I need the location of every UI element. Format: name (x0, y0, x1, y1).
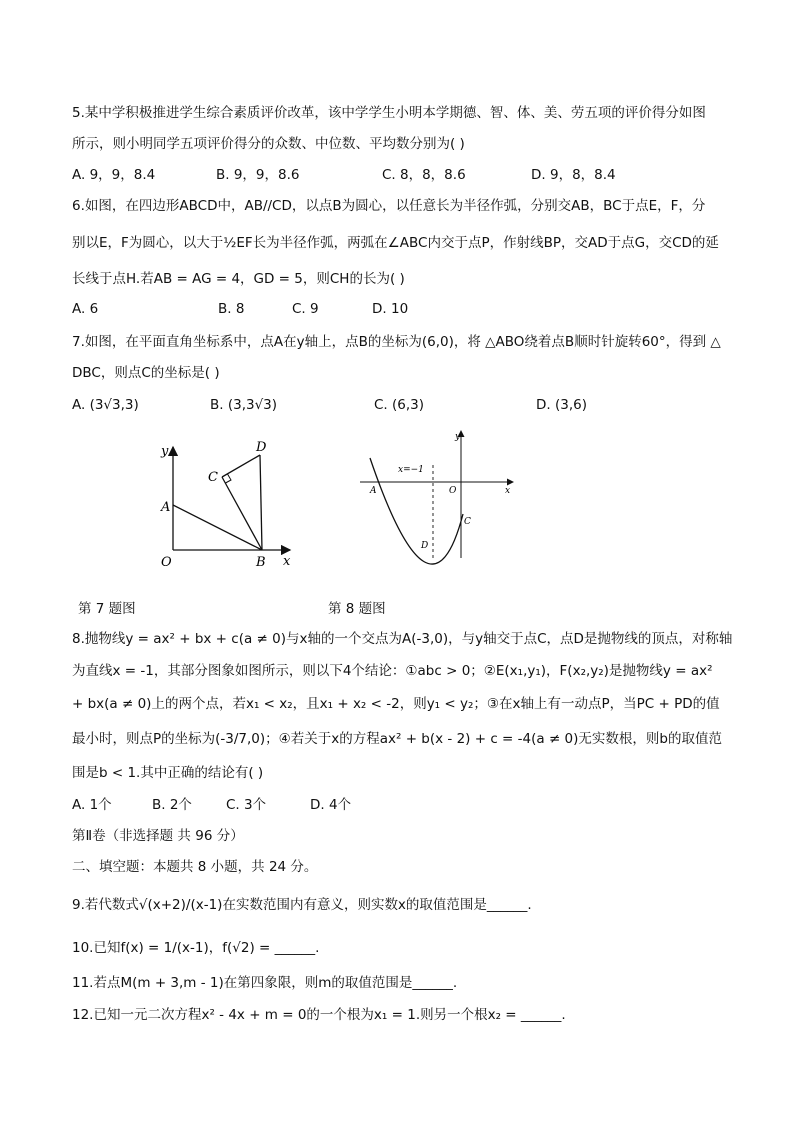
symmetry-axis-label: x=−1 (398, 465, 424, 475)
segment-ab (173, 505, 262, 550)
q7-option-d: D. (3,6) (536, 397, 587, 413)
q7-line2: DBC，则点C的坐标是( ) (72, 365, 220, 381)
q6-line1: 6.如图，在四边形ABCD中，AB//CD，以点B为圆心，以任意长为半径作弧，分别交AB，BC于点E，F，分 (72, 198, 706, 214)
q6-line3: 长线于点H.若AB = AG = 4，GD = 5，则CH的长为( ) (72, 271, 405, 287)
q8-line5: 围是b < 1.其中正确的结论有( ) (72, 765, 264, 781)
q12-text: 12.已知一元二次方程x² - 4x + m = 0的一个根为x₁ = 1.则另一个根x₂ = ______. (72, 1007, 566, 1023)
q6-option-b: B. 8 (218, 301, 245, 317)
label-x: x (283, 554, 291, 569)
q8-line3: + bx(a ≠ 0)上的两个点，若x₁ < x₂，且x₁ + x₂ < -2，则y₁ < y₂；③在x轴上有一动点P，当PC + PD的值 (72, 696, 720, 712)
segment-cd (222, 455, 260, 477)
q5-option-d: D. 9，8，8.4 (531, 167, 616, 183)
q6-option-d: D. 10 (372, 301, 409, 317)
q6-option-c: C. 9 (292, 301, 319, 317)
part2-title: 第Ⅱ卷（非选择题 共 96 分） (72, 828, 244, 844)
segment-bc (222, 477, 262, 550)
q11-text: 11.若点M(m + 3,m - 1)在第四象限，则m的取值范围是______. (72, 975, 458, 991)
label-d: D (421, 541, 429, 551)
label-a: A (161, 500, 171, 515)
label-a: A (370, 486, 377, 496)
q8-line1: 8.抛物线y = ax² + bx + c(a ≠ 0)与x轴的一个交点为A(-3,0)，与y轴交于点C，点D是抛物线的顶点，对称轴 (72, 631, 733, 647)
fill-in-section-heading: 二、填空题：本题共 8 小题，共 24 分。 (72, 859, 318, 875)
q5-option-a: A. 9，9，8.4 (72, 167, 156, 183)
right-angle-mark (226, 474, 232, 483)
q5-option-b: B. 9，9，8.6 (216, 167, 300, 183)
q8-option-b: B. 2个 (152, 797, 192, 813)
q7-line1: 7.如图，在平面直角坐标系中，点A在y轴上，点B的坐标为(6,0)，将 △ABO绕着点B顺时针旋转60°，得到 △ (72, 334, 721, 350)
label-c: C (208, 470, 218, 485)
label-c: C (464, 517, 471, 527)
label-x: x (505, 486, 511, 496)
label-y: y (161, 444, 169, 459)
q9-text: 9.若代数式√(x+2)/(x-1)在实数范围内有意义，则实数x的取值范围是______. (72, 897, 532, 913)
figure-7-diagram (150, 435, 300, 575)
figure-8-diagram (355, 425, 520, 565)
q8-line2: 为直线x = -1，其部分图象如图所示，则以下4个结论：①abc > 0；②E(x₁,y₁)，F(x₂,y₂)是抛物线y = ax² (72, 663, 713, 679)
segment-db (260, 455, 262, 550)
q7-option-a: A. (3√3,3) (72, 397, 139, 413)
q7-option-b: B. (3,3√3) (210, 397, 278, 413)
q5-line1: 5.某中学积极推进学生综合素质评价改革，该中学学生小明本学期德、智、体、美、劳五项的评价得分如图 (72, 105, 706, 121)
q5-option-c: C. 8，8，8.6 (382, 167, 466, 183)
q7-option-c: C. (6,3) (374, 397, 425, 413)
label-o: O (449, 486, 457, 496)
q8-option-d: D. 4个 (310, 797, 352, 813)
q8-option-a: A. 1个 (72, 797, 112, 813)
q6-option-a: A. 6 (72, 301, 99, 317)
label-o: O (161, 555, 172, 570)
label-d: D (256, 440, 267, 455)
q10-text: 10.已知f(x) = 1/(x-1)，f(√2) = ______. (72, 940, 320, 956)
q8-option-c: C. 3个 (226, 797, 267, 813)
q6-line2: 别以E，F为圆心，以大于½EF长为半径作弧，两弧在∠ABC内交于点P，作射线BP，交AD于点G，交CD的延 (72, 235, 719, 251)
q5-line2: 所示，则小明同学五项评价得分的众数、中位数、平均数分别为( ) (72, 136, 465, 152)
figure-7-caption: 第 7 题图 (78, 601, 136, 617)
q8-line4: 最小时，则点P的坐标为(-3/7,0)；④若关于x的方程ax² + b(x - 2) + c = -4(a ≠ 0)无实数根，则b的取值范 (72, 731, 722, 747)
label-b: B (256, 555, 266, 570)
label-y: y (455, 432, 461, 442)
figure-8-caption: 第 8 题图 (328, 601, 386, 617)
